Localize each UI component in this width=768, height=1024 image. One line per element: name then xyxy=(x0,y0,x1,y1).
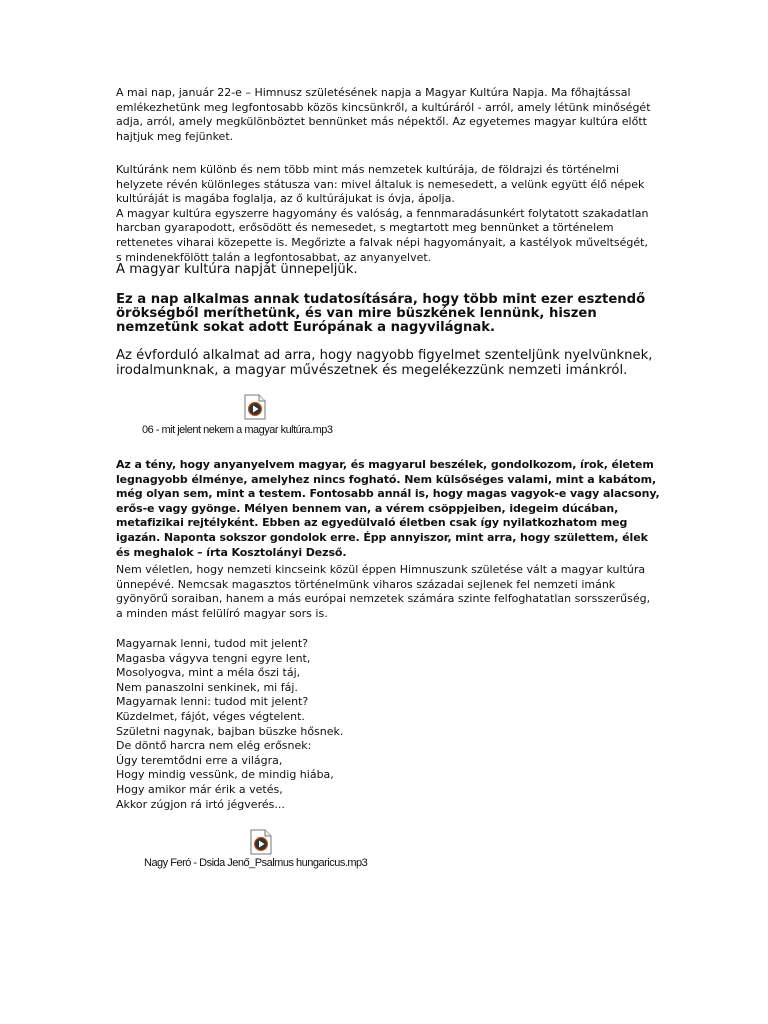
intro-paragraph xyxy=(116,86,656,144)
paragraph-culture-tradition: A magyar kultúra egyszerre hagyomány és valóság, a fennmaradásunkért folytatott szakadatlan harcban gyarapodott, erősödött és nemesedet, s megtartott meg bennünket a történelem rettenetes viharai közepette is. Megőrizte a falvak népi hagyományait, a kastélyok műveltségét, s mindenekfölött talán a legfontosabbat, az anyanyelvet. xyxy=(116,206,649,264)
poem-line: Nem panaszolni senkinek, mi fáj. xyxy=(116,680,298,694)
kosztolanyi-quote xyxy=(116,458,661,560)
poem-line: Magasba vágyva tengni egyre lent, xyxy=(116,651,311,665)
bold-statement xyxy=(116,293,656,335)
poem-line: Úgy teremtődni erre a világra, xyxy=(116,753,283,767)
culture-paragraphs xyxy=(116,163,656,265)
paragraph-heritage: Ez a nap alkalmas annak tudatosítására, hogy több mint ezer esztendő örökségből meríthetünk, és van mire büszkének lennünk, hiszen nemzetünk sokat adott Európának a nagyvilágnak. xyxy=(116,292,646,335)
audio-file-icon[interactable] xyxy=(244,394,266,420)
celebration-line xyxy=(116,263,656,278)
poem-line: Mosolyogva, mint a méla őszi táj, xyxy=(116,666,301,680)
audio-file-label[interactable]: Nagy Feró - Dsida Jenő_Psalmus hungaricus.mp3 xyxy=(144,857,368,869)
audio-file-label[interactable]: 06 - mit jelent nekem a magyar kultúra.mp3 xyxy=(142,424,333,436)
poem-line: Akkor zúgjon rá irtó jégverés... xyxy=(116,797,285,811)
poem-line: De döntő harcra nem elég erősnek: xyxy=(116,739,312,753)
poem-line: Hogy mindig vessünk, de mindig hiába, xyxy=(116,768,334,782)
paragraph-anthem: Nem véletlen, hogy nemzeti kincseink közül éppen Himnuszunk születése vált a magyar kultúra ünnepévé. Nemcsak magasztos történelmünk viharos századai sejlenek fel nemzeti imánk gyönyörű soraiban, hanem a más európai nemzetek számára szinte felfoghatatlan sorsszerűség, a minden mást felülíró magyar sors is. xyxy=(116,563,651,620)
poem-line: Magyarnak lenni: tudod mit jelent? xyxy=(116,695,309,709)
audio-file-icon[interactable] xyxy=(250,829,272,855)
poem-line: Küzdelmet, fájót, véges végtelent. xyxy=(116,709,305,723)
paragraph-celebration: A magyar kultúra napját ünnepeljük. xyxy=(116,262,358,277)
paragraph-anniversary: Az évforduló alkalmat ad arra, hogy nagyobb figyelmet szenteljünk nyelvünknek, irodalmunknak, a magyar művészetnek és megelékezzünk nemzeti imánkról. xyxy=(116,348,653,378)
anthem-paragraph xyxy=(116,563,656,621)
poem-line: Hogy amikor már érik a vetés, xyxy=(116,782,283,796)
paragraph-quote: Az a tény, hogy anyanyelvem magyar, és magyarul beszélek, gondolkozom, írok, életem legnagyobb élménye, amelyhez nincs fogható. Nem külsőséges valami, mint a kabátom, még olyan sem, mint a testem. Fontosabb annál is, hogy magas vagyok-e vagy alacsony, erős-e vagy gyönge. Mélyen bennem van, a vérem csöppjeiben, idegeim dúcában, metafizikai rejtélyként. Ebben az egyedülvaló életben csak így nyilatkozhatom meg igazán. Naponta sokszor gondolok erre. Épp annyiszor, mint arra, hogy születtem, élek és meghalok – írta Kosztolányi Dezső. xyxy=(116,458,660,559)
anniversary-paragraph xyxy=(116,349,656,378)
poem-line: Magyarnak lenni, tudod mit jelent? xyxy=(116,637,309,650)
paragraph-culture-status: Kultúránk nem különb és nem több mint más nemzetek kultúrája, de földrajzi és történelmi helyzete révén különleges státusza van: mivel általuk is nemesedett, a velünk együtt élő népek kultúráját is magába foglalja, az ő kultúrájukat is óvja, ápolja. xyxy=(116,163,645,206)
paragraph-intro: A mai nap, január 22-e – Himnusz születésének napja a Magyar Kultúra Napja. Ma főhajtással emlékezhetünk meg legfontosabb közös kincsünkről, a kultúráról - arról, amely létünk minőségét adja, arról, amely megkülönböztet bennünket más népektől. Az egyetemes magyar kultúra előtt hajtjuk meg fejünket. xyxy=(116,86,651,143)
poem-line: Születni nagynak, bajban büszke hősnek. xyxy=(116,724,344,738)
poem xyxy=(116,637,656,812)
